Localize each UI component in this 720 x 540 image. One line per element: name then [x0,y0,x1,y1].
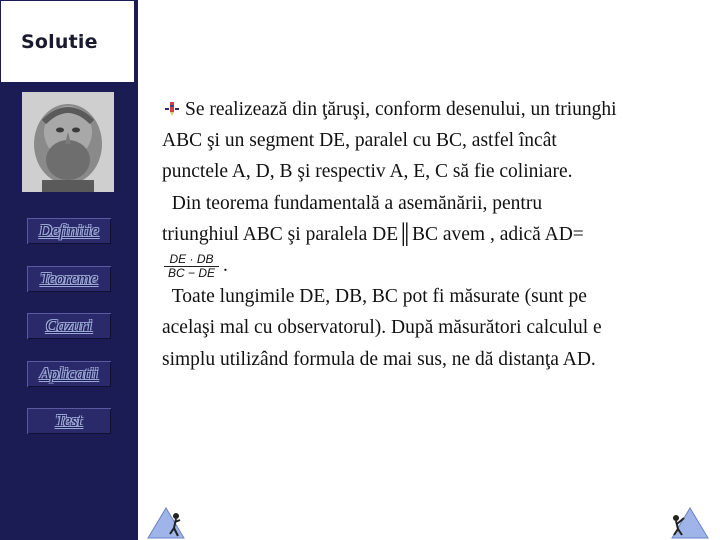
nav-test-button[interactable]: Test [27,408,111,434]
paragraph-1 [162,94,618,188]
sidebar [0,0,138,540]
paragraph-1-text: Se realizează din ţăruşi, conform desenului, un triunghi ABC şi un segment DE, paralel cu BC, astfel încât punctele A, D, B şi respectiv A, E, C să fie coliniare. [162,99,617,183]
paragraph-2-end: . [223,255,228,277]
main-content [162,94,618,375]
nav-teoreme-button[interactable]: Teoreme [27,266,111,292]
next-slide-icon[interactable] [666,504,712,540]
fraction-denominator: BC − DE [168,266,216,281]
page-title: Solutie [21,31,98,53]
title-box [0,0,136,83]
paragraph-3 [162,281,618,375]
paragraph-2 [162,188,618,282]
nav-aplicatii-button[interactable]: Aplicatii [27,361,111,387]
fraction-numerator: DE · DB [164,253,219,267]
bust-portrait-image [22,92,114,192]
paragraph-2-text: Din teorema fundamentală a asemănării, pentru triunghiul ABC şi paralela DE║BC avem , adică AD= [162,192,584,245]
nav-cazuri-button[interactable]: Cazuri [27,313,111,339]
prev-slide-icon[interactable] [144,504,190,540]
formula-fraction [164,253,219,280]
paragraph-3-text: Toate lungimile DE, DB, BC pot fi măsurate (sunt pe acelaşi mal cu observatorul). După măsurători calculul e simplu utilizând formula de mai sus, ne dă distanţa AD. [162,286,602,370]
nav-definitie-button[interactable]: Definitie [27,218,111,244]
pencil-bullet-icon [165,102,179,116]
